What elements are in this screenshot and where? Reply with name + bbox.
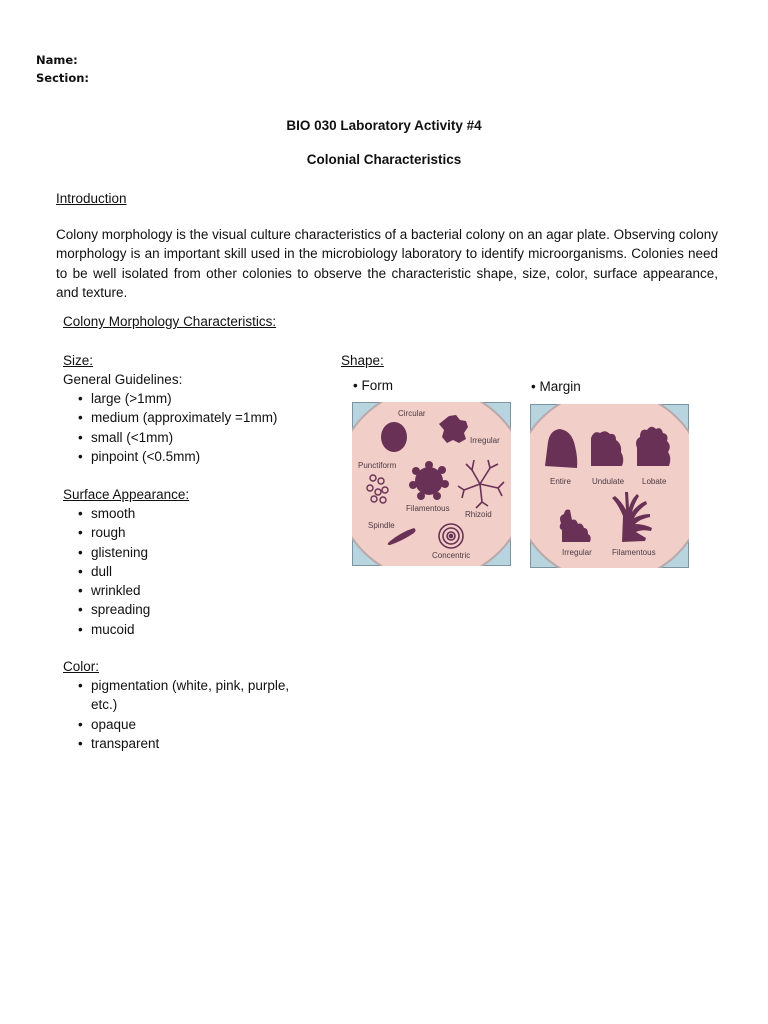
list-item: • mucoid [63,620,323,639]
margin-caption-entire: Entire [550,477,571,486]
header-block [36,51,89,87]
list-item: • transparent [63,734,313,753]
form-bullet: • Form [353,378,393,393]
margin-bullet: • Margin [531,379,581,394]
list-item: • glistening [63,543,323,562]
size-list [63,389,323,466]
list-item: • opaque [63,715,313,734]
color-list [63,676,313,753]
list-item: • dull [63,562,323,581]
form-caption-punctiform: Punctiform [358,461,397,470]
characteristics-heading: Colony Morphology Characteristics: [63,314,277,329]
intro-heading: Introduction [56,191,127,206]
margin-caption-filamentous: Filamentous [612,548,656,557]
list-item: • smooth [63,504,323,523]
form-caption-concentric: Concentric [432,551,471,560]
document-subtitle: Colonial Characteristics [306,152,462,167]
document-title: BIO 030 Laboratory Activity #4 [286,118,482,133]
margin-caption-irregular: Irregular [562,548,592,557]
circular-colony-icon [381,422,407,452]
list-item: • wrinkled [63,581,323,600]
concentric-colony-icon [439,524,463,548]
form-plate-image [352,402,511,566]
section-label: Section: [36,71,90,85]
form-label: Form [361,378,393,393]
surface-heading: Surface Appearance: [63,487,190,502]
form-caption-filamentous: Filamentous [406,504,450,513]
list-item: • medium (approximately =1mm) [63,408,323,427]
intro-paragraph: Colony morphology is the visual culture characteristics of a bacterial colony on an agar plate. Observing colony morphology is an important skill used in the microbiology laboratory to identify microorganisms. Colonies need to be well isolated from other colonies to observe the characteristic shape, size, color, surface appearance, and texture. [56,227,718,300]
list-item: • pinpoint (<0.5mm) [63,447,323,466]
list-item: • small (<1mm) [63,428,323,447]
color-heading: Color: [63,659,100,674]
list-item: • large (>1mm) [63,389,323,408]
name-label: Name: [36,53,78,67]
list-item: • rough [63,523,323,542]
size-heading: Size: [63,353,94,368]
list-item: • pigmentation (white, pink, purple, etc.) [63,676,313,715]
size-subheading: General Guidelines: [63,372,183,387]
list-item: • spreading [63,600,323,619]
size-section [63,351,323,466]
margin-label: Margin [539,379,581,394]
form-caption-irregular: Irregular [470,436,500,445]
color-section [63,657,313,753]
margin-plate-image [530,404,689,568]
form-caption-spindle: Spindle [368,521,395,530]
margin-caption-undulate: Undulate [592,477,625,486]
shape-heading: Shape: [341,353,384,368]
surface-list [63,504,323,639]
margin-caption-lobate: Lobate [642,477,667,486]
form-caption-rhizoid: Rhizoid [465,510,492,519]
form-caption-circular: Circular [398,409,426,418]
surface-section [63,485,323,639]
